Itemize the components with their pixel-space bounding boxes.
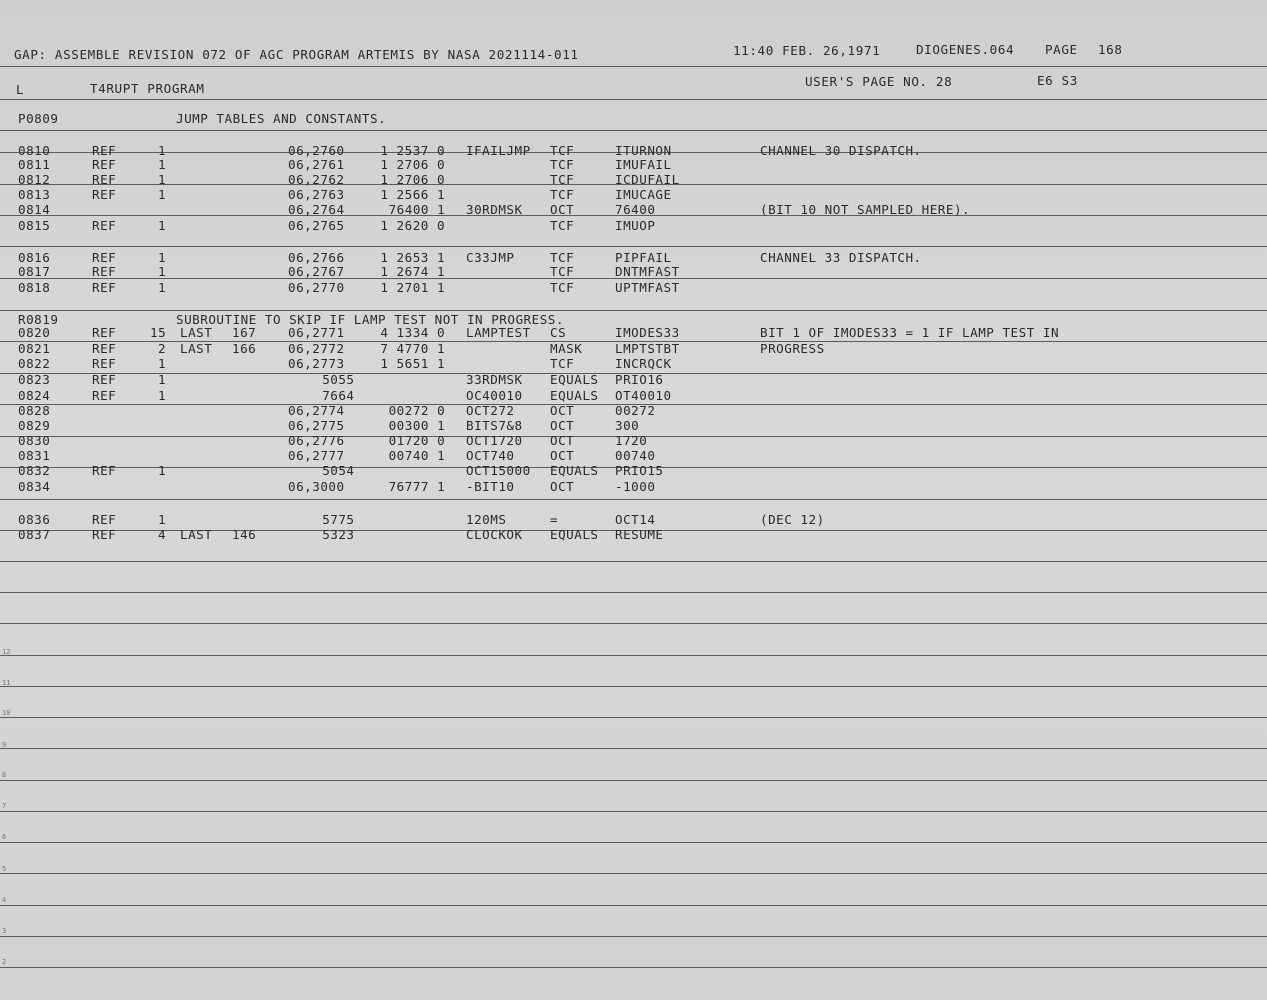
listing-line [0, 418, 1267, 434]
line-operand: INCRQCK [615, 356, 672, 371]
line-label: 30RDMSK [466, 202, 523, 217]
line-op: OCT [550, 202, 575, 217]
listing-line [0, 479, 1267, 495]
line-id: 0813 [18, 187, 51, 202]
line-operand: PRIO15 [615, 463, 664, 478]
listing-line [0, 218, 1267, 234]
line-operand: 00740 [615, 448, 656, 463]
listing-line [0, 111, 1267, 127]
line-ref: REF [92, 143, 117, 158]
line-addr: 5054 [322, 463, 355, 478]
line-id: 0830 [18, 433, 51, 448]
line-addr: 06,2774 [288, 403, 345, 418]
line-refnum: 1 [158, 172, 167, 187]
line-addr: 06,2767 [288, 264, 345, 279]
line-label: 120MS [466, 512, 507, 527]
line-ref: REF [92, 527, 117, 542]
line-op: TCF [550, 172, 575, 187]
line-code: 1 2706 0 [380, 157, 446, 172]
line-code: 1 2701 1 [380, 280, 446, 295]
line-op: EQUALS [550, 388, 599, 403]
line-operand: UPTMFAST [615, 280, 680, 295]
listing-line [0, 372, 1267, 388]
line-id: 0816 [18, 250, 51, 265]
margin-tick: 10 [2, 709, 11, 717]
line-label: 33RDMSK [466, 372, 523, 387]
users-page-suffix: E6 S3 [1037, 73, 1078, 88]
line-id: 0823 [18, 372, 51, 387]
line-operand: OCT14 [615, 512, 656, 527]
listing-line [0, 157, 1267, 173]
line-id: 0812 [18, 172, 51, 187]
line-lastnum: 166 [232, 341, 257, 356]
line-code: 1 5651 1 [380, 356, 446, 371]
line-refnum: 1 [158, 187, 167, 202]
line-op: EQUALS [550, 527, 599, 542]
line-label: LAMPTEST [466, 325, 531, 340]
line-refnum: 1 [158, 463, 167, 478]
line-ref: REF [92, 264, 117, 279]
line-ref: REF [92, 187, 117, 202]
line-comment: PROGRESS [760, 341, 825, 356]
line-operand: ITURNON [615, 143, 672, 158]
line-id: 0828 [18, 403, 51, 418]
line-label: CLOCKOK [466, 527, 523, 542]
line-code: 1 2620 0 [380, 218, 446, 233]
line-code: 1 2706 0 [380, 172, 446, 187]
margin-tick: 6 [2, 833, 7, 841]
line-operand: 76400 [615, 202, 656, 217]
line-code: 1 2674 1 [380, 264, 446, 279]
line-addr: 06,2763 [288, 187, 345, 202]
header-datetime: 11:40 FEB. 26,1971 [733, 43, 881, 58]
line-operand: DNTMFAST [615, 264, 680, 279]
line-refnum: 15 [150, 325, 167, 340]
line-comment: CHANNEL 33 DISPATCH. [760, 250, 922, 265]
listing-line [0, 527, 1267, 543]
line-comment: (BIT 10 NOT SAMPLED HERE). [760, 202, 971, 217]
line-operand: OT40010 [615, 388, 672, 403]
section-name: T4RUPT PROGRAM [90, 81, 205, 96]
line-addr: 06,2773 [288, 356, 345, 371]
margin-tick: 2 [2, 958, 7, 966]
line-refnum: 1 [158, 280, 167, 295]
line-code: 1 2566 1 [380, 187, 446, 202]
line-ref: REF [92, 388, 117, 403]
line-code: 00740 1 [388, 448, 446, 463]
line-operand: 1720 [615, 433, 648, 448]
line-label: OCT15000 [466, 463, 531, 478]
line-refnum: 1 [158, 512, 167, 527]
line-operand: LMPTSTBT [615, 341, 680, 356]
line-ref: REF [92, 463, 117, 478]
margin-tick: 7 [2, 802, 7, 810]
line-ref: REF [92, 280, 117, 295]
line-id: P0809 [18, 111, 59, 126]
line-refnum: 2 [158, 341, 167, 356]
line-addr: 06,2761 [288, 157, 345, 172]
line-label: BITS7&8 [466, 418, 523, 433]
line-operand: IMUCAGE [615, 187, 672, 202]
line-text: JUMP TABLES AND CONSTANTS. [176, 111, 387, 126]
line-operand: IMUFAIL [615, 157, 672, 172]
margin-tick: 3 [2, 927, 7, 935]
line-addr: 5323 [322, 527, 355, 542]
line-op: TCF [550, 187, 575, 202]
line-label: IFAILJMP [466, 143, 531, 158]
listing-line [0, 433, 1267, 449]
listing-line [0, 187, 1267, 203]
line-comment: BIT 1 OF IMODES33 = 1 IF LAMP TEST IN [760, 325, 1060, 340]
line-code: 4 1334 0 [380, 325, 446, 340]
line-addr: 5055 [322, 372, 355, 387]
listing-line [0, 172, 1267, 188]
line-id: 0821 [18, 341, 51, 356]
line-op: OCT [550, 403, 575, 418]
line-addr: 06,3000 [288, 479, 345, 494]
line-refnum: 4 [158, 527, 167, 542]
line-id: 0832 [18, 463, 51, 478]
line-id: 0810 [18, 143, 51, 158]
line-label: -BIT10 [466, 479, 515, 494]
line-ref: REF [92, 250, 117, 265]
line-last: LAST [180, 527, 213, 542]
line-operand: IMODES33 [615, 325, 680, 340]
listing-line [0, 388, 1267, 404]
line-addr: 06,2777 [288, 448, 345, 463]
line-ref: REF [92, 512, 117, 527]
line-ref: REF [92, 172, 117, 187]
line-id: 0817 [18, 264, 51, 279]
line-addr: 7664 [322, 388, 355, 403]
line-id: 0818 [18, 280, 51, 295]
line-addr: 06,2775 [288, 418, 345, 433]
line-operand: -1000 [615, 479, 656, 494]
line-label: OC40010 [466, 388, 523, 403]
margin-tick: 5 [2, 865, 7, 873]
line-id: 0831 [18, 448, 51, 463]
line-id: 0820 [18, 325, 51, 340]
margin-tick: 12 [2, 648, 11, 656]
margin-tick: 9 [2, 741, 7, 749]
line-op: TCF [550, 218, 575, 233]
line-addr: 06,2760 [288, 143, 345, 158]
line-op: EQUALS [550, 463, 599, 478]
line-id: 0822 [18, 356, 51, 371]
line-refnum: 1 [158, 356, 167, 371]
listing-line [0, 403, 1267, 419]
line-addr: 06,2764 [288, 202, 345, 217]
line-comment: CHANNEL 30 DISPATCH. [760, 143, 922, 158]
line-id: 0834 [18, 479, 51, 494]
line-id: 0814 [18, 202, 51, 217]
line-label: OCT272 [466, 403, 515, 418]
line-code: 00300 1 [388, 418, 446, 433]
line-refnum: 1 [158, 388, 167, 403]
line-refnum: 1 [158, 264, 167, 279]
line-refnum: 1 [158, 157, 167, 172]
header-job: DIOGENES.064 [916, 42, 1015, 57]
line-op: TCF [550, 143, 575, 158]
line-addr: 06,2770 [288, 280, 345, 295]
line-text: SUBROUTINE TO SKIP IF LAMP TEST NOT IN PROGRESS. [176, 312, 564, 327]
line-op: TCF [550, 264, 575, 279]
line-last: LAST [180, 325, 213, 340]
line-code: 76400 1 [388, 202, 446, 217]
line-operand: PRIO16 [615, 372, 664, 387]
line-operand: PIPFAIL [615, 250, 672, 265]
line-lastnum: 167 [232, 325, 257, 340]
line-op: MASK [550, 341, 583, 356]
line-op: OCT [550, 448, 575, 463]
listing-line [0, 341, 1267, 357]
line-operand: IMUOP [615, 218, 656, 233]
line-op: OCT [550, 433, 575, 448]
listing-line [0, 202, 1267, 218]
line-code: 01720 0 [388, 433, 446, 448]
listing-line [0, 325, 1267, 341]
line-addr: 06,2765 [288, 218, 345, 233]
listing-line [0, 280, 1267, 296]
line-op: TCF [550, 280, 575, 295]
listing-line [0, 512, 1267, 528]
users-page-number: USER'S PAGE NO. 28 [805, 74, 953, 89]
line-operand: ICDUFAIL [615, 172, 680, 187]
line-refnum: 1 [158, 143, 167, 158]
line-ref: REF [92, 218, 117, 233]
margin-tick: 8 [2, 771, 7, 779]
line-refnum: 1 [158, 250, 167, 265]
margin-tick: 4 [2, 896, 7, 904]
listing-line [0, 448, 1267, 464]
listing-line [0, 264, 1267, 280]
line-op: TCF [550, 250, 575, 265]
line-op: = [550, 512, 559, 527]
line-addr: 06,2766 [288, 250, 345, 265]
line-ref: REF [92, 157, 117, 172]
line-id: R0819 [18, 312, 59, 327]
line-addr: 06,2776 [288, 433, 345, 448]
listing-line [0, 356, 1267, 372]
header-page-label: PAGE [1045, 42, 1078, 57]
line-op: OCT [550, 418, 575, 433]
line-code: 76777 1 [388, 479, 446, 494]
line-ref: REF [92, 341, 117, 356]
line-addr: 06,2772 [288, 341, 345, 356]
line-operand: RESUME [615, 527, 664, 542]
line-addr: 06,2762 [288, 172, 345, 187]
line-id: 0824 [18, 388, 51, 403]
line-op: TCF [550, 157, 575, 172]
line-lastnum: 146 [232, 527, 257, 542]
line-ref: REF [92, 325, 117, 340]
line-comment: (DEC 12) [760, 512, 825, 527]
line-op: TCF [550, 356, 575, 371]
line-addr: 5775 [322, 512, 355, 527]
header-page-number: 168 [1098, 42, 1123, 57]
listing-line [0, 463, 1267, 479]
line-refnum: 1 [158, 372, 167, 387]
section-marker: L [16, 82, 25, 97]
line-refnum: 1 [158, 218, 167, 233]
line-last: LAST [180, 341, 213, 356]
header-title: GAP: ASSEMBLE REVISION 072 OF AGC PROGRAM ARTEMIS BY NASA 2021114-011 [14, 47, 579, 62]
line-op: OCT [550, 479, 575, 494]
line-op: EQUALS [550, 372, 599, 387]
line-label: OCT740 [466, 448, 515, 463]
line-operand: 300 [615, 418, 640, 433]
line-id: 0837 [18, 527, 51, 542]
line-label: OCT1720 [466, 433, 523, 448]
line-id: 0836 [18, 512, 51, 527]
line-code: 1 2537 0 [380, 143, 446, 158]
line-code: 7 4770 1 [380, 341, 446, 356]
line-code: 1 2653 1 [380, 250, 446, 265]
line-label: C33JMP [466, 250, 515, 265]
line-ref: REF [92, 372, 117, 387]
line-operand: 00272 [615, 403, 656, 418]
line-id: 0811 [18, 157, 51, 172]
line-id: 0815 [18, 218, 51, 233]
line-addr: 06,2771 [288, 325, 345, 340]
line-code: 00272 0 [388, 403, 446, 418]
line-op: CS [550, 325, 567, 340]
line-id: 0829 [18, 418, 51, 433]
margin-tick: 11 [2, 679, 11, 687]
line-ref: REF [92, 356, 117, 371]
